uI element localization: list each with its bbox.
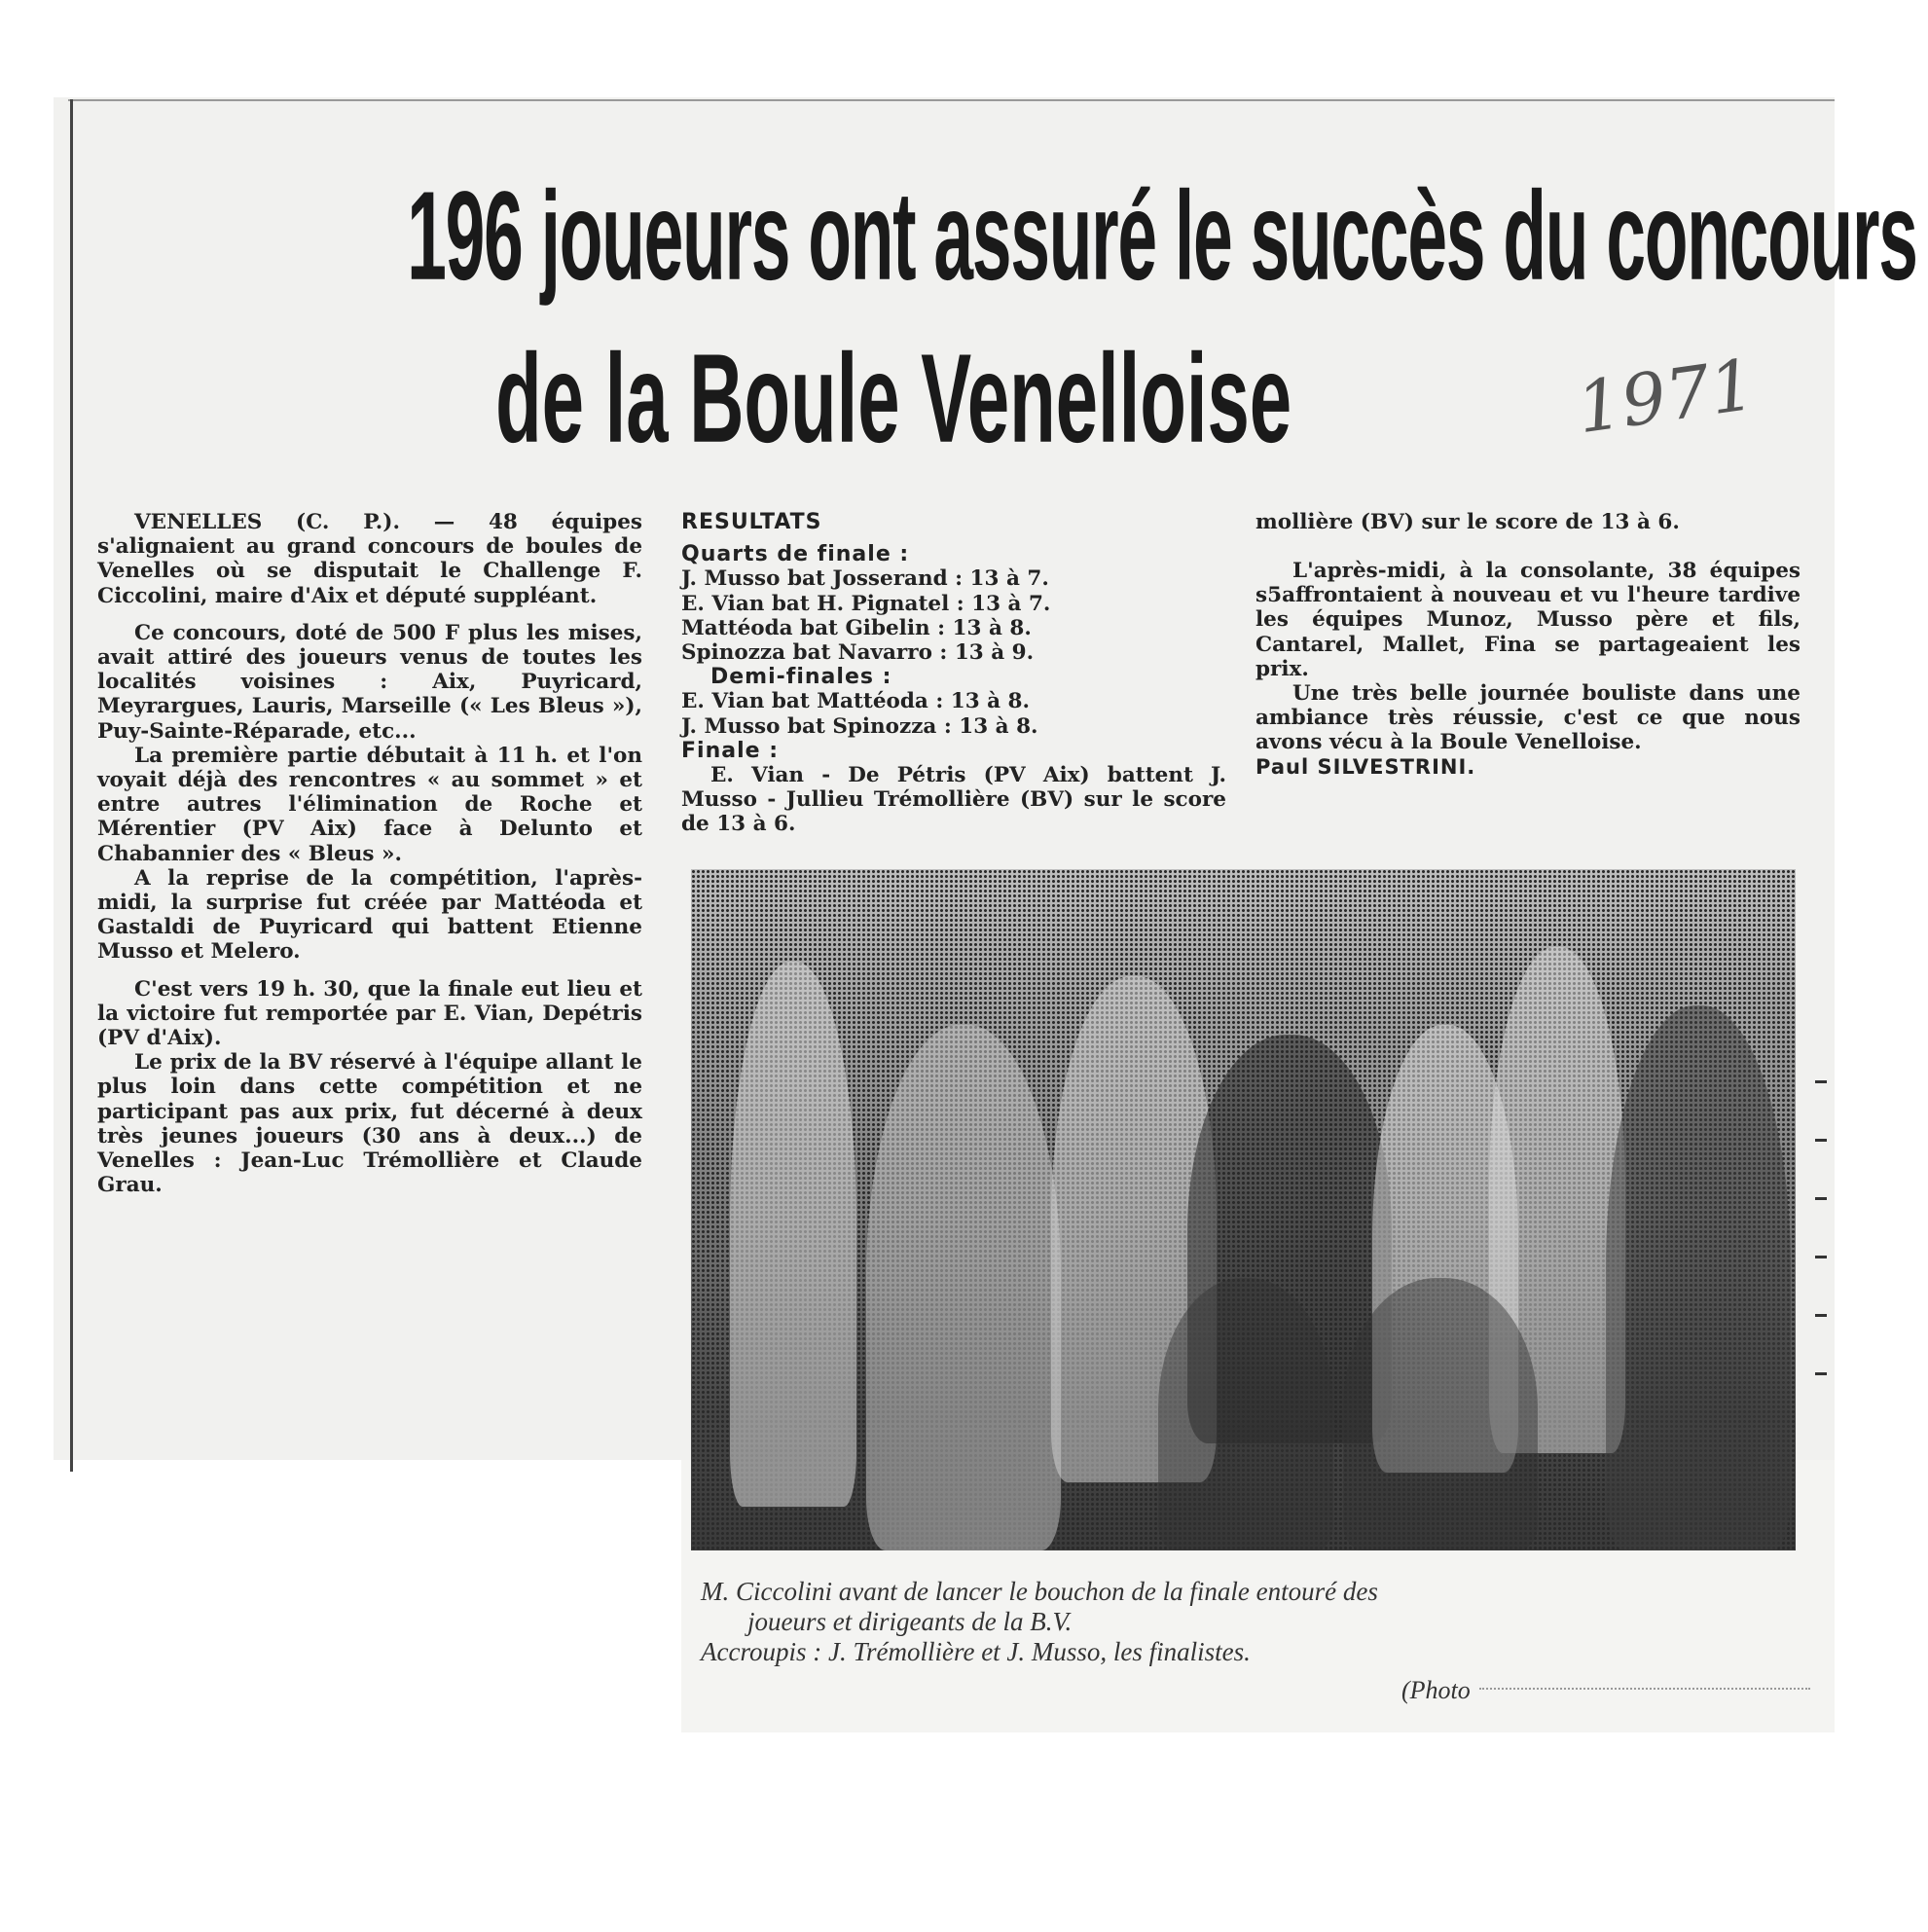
headline-line-2: de la Boule Venelloise bbox=[495, 328, 1292, 470]
result-line: J. Musso bat Spinozza : 13 à 8. bbox=[681, 713, 1038, 739]
author-byline: Paul SILVESTRINI. bbox=[1255, 754, 1476, 779]
result-line: E. Vian bat H. Pignatel : 13 à 7. bbox=[681, 591, 1051, 616]
column-rule bbox=[70, 99, 73, 1472]
result-line: Spinozza bat Navarro : 13 à 9. bbox=[681, 640, 1035, 666]
edge-mark bbox=[1815, 1197, 1827, 1200]
paragraph: VENELLES (C. P.). — 48 équipes s'alignaient au grand concours de boules de Venelles où se disputait le Challenge F. Ciccolini, maire d'Aix et député suppléant. bbox=[97, 510, 642, 608]
photo-person bbox=[866, 1025, 1061, 1550]
paragraph: Ce concours, doté de 500 F plus les mises, avait attiré des joueurs venus de toutes les localités voisines : Aix, Puyricard, Meyrargues, Lauris, Marseille (« Les Bleus »), Puy-Sainte-Réparade, etc... bbox=[97, 620, 642, 744]
article-column-3 bbox=[1255, 510, 1801, 780]
caption-line: Accroupis : J. Trémollière et J. Musso, les finalistes. bbox=[701, 1637, 1251, 1666]
result-line: J. Musso bat Josserand : 13 à 7. bbox=[681, 566, 1049, 592]
paragraph: C'est vers 19 h. 30, que la finale eut lieu et la victoire fut remportée par E. Vian, Depétris (PV d'Aix). bbox=[97, 976, 642, 1051]
paragraph: Le prix de la BV réservé à l'équipe allant le plus loin dans cette compétition et ne participant pas aux prix, fut décerné à deux très jeunes joueurs (30 ans à deux...) de Venelles : Jean-Luc Trémollière et Claude Grau. bbox=[97, 1050, 642, 1198]
quarters-heading: Quarts de finale : bbox=[681, 542, 910, 567]
edge-mark bbox=[1815, 1372, 1827, 1375]
paragraph: La première partie débutait à 11 h. et l'on voyait déjà des rencontres « au sommet » et entre autres l'élimination de Roche et Mérentier (PV Aix) face à Delunto et Chabannier des « Bleus ». bbox=[97, 743, 642, 866]
result-line: Mattéoda bat Gibelin : 13 à 8. bbox=[681, 615, 1032, 640]
edge-mark bbox=[1815, 1314, 1827, 1317]
semis-heading: Demi-finales : bbox=[710, 665, 892, 690]
article-column-1 bbox=[97, 510, 642, 1197]
final-result-tail: mollière (BV) sur le score de 13 à 6. bbox=[1255, 510, 1680, 534]
handwritten-year: 1971 bbox=[1572, 343, 1761, 450]
paragraph: A la reprise de la compétition, l'après-midi, la surprise fut créée par Mattéoda et Gastaldi de Puyricard qui battent Etienne Musso et Melero. bbox=[97, 865, 642, 965]
group-photo bbox=[691, 869, 1796, 1550]
paragraph: L'après-midi, à la consolante, 38 équipes s5affrontaient à nouveau et vu l'heure tardive les équipes Munoz, Musso père et fils, Cantarel, Mallet, Fina se partageaient les prix. bbox=[1255, 559, 1801, 681]
result-line: E. Vian bat Mattéoda : 13 à 8. bbox=[681, 689, 1031, 714]
photo-person bbox=[1606, 1005, 1791, 1550]
photo-person-crouching bbox=[1343, 1278, 1538, 1550]
paragraph: Une très belle journée bouliste dans une ambiance très réussie, c'est ce que nous avons vécu à la Boule Venelloise. bbox=[1255, 681, 1801, 755]
results-heading: RESULTATS bbox=[681, 510, 822, 534]
photo-person-crouching bbox=[1158, 1278, 1333, 1550]
edge-mark bbox=[1815, 1256, 1827, 1258]
final-result-continued bbox=[1255, 510, 1801, 559]
final-heading: Finale : bbox=[681, 738, 779, 763]
final-result: E. Vian - De Pétris (PV Aix) battent J. Musso - Jullieu Trémollière (BV) sur le score de 13 à 6. bbox=[681, 763, 1226, 837]
photo-caption bbox=[701, 1577, 1801, 1667]
caption-line: joueurs et dirigeants de la B.V. bbox=[747, 1607, 1073, 1636]
results-column bbox=[681, 510, 1226, 837]
edge-mark bbox=[1815, 1139, 1827, 1142]
dotted-rule bbox=[1479, 1688, 1810, 1690]
photo-credit: (Photo bbox=[1401, 1676, 1471, 1704]
headline-line-1: 196 joueurs ont assuré le succès du concours bbox=[407, 165, 1917, 308]
photo-person bbox=[730, 962, 856, 1507]
edge-mark bbox=[1815, 1080, 1827, 1083]
top-border-line bbox=[68, 99, 1835, 101]
caption-line: M. Ciccolini avant de lancer le bouchon de la finale entouré des bbox=[701, 1577, 1378, 1606]
